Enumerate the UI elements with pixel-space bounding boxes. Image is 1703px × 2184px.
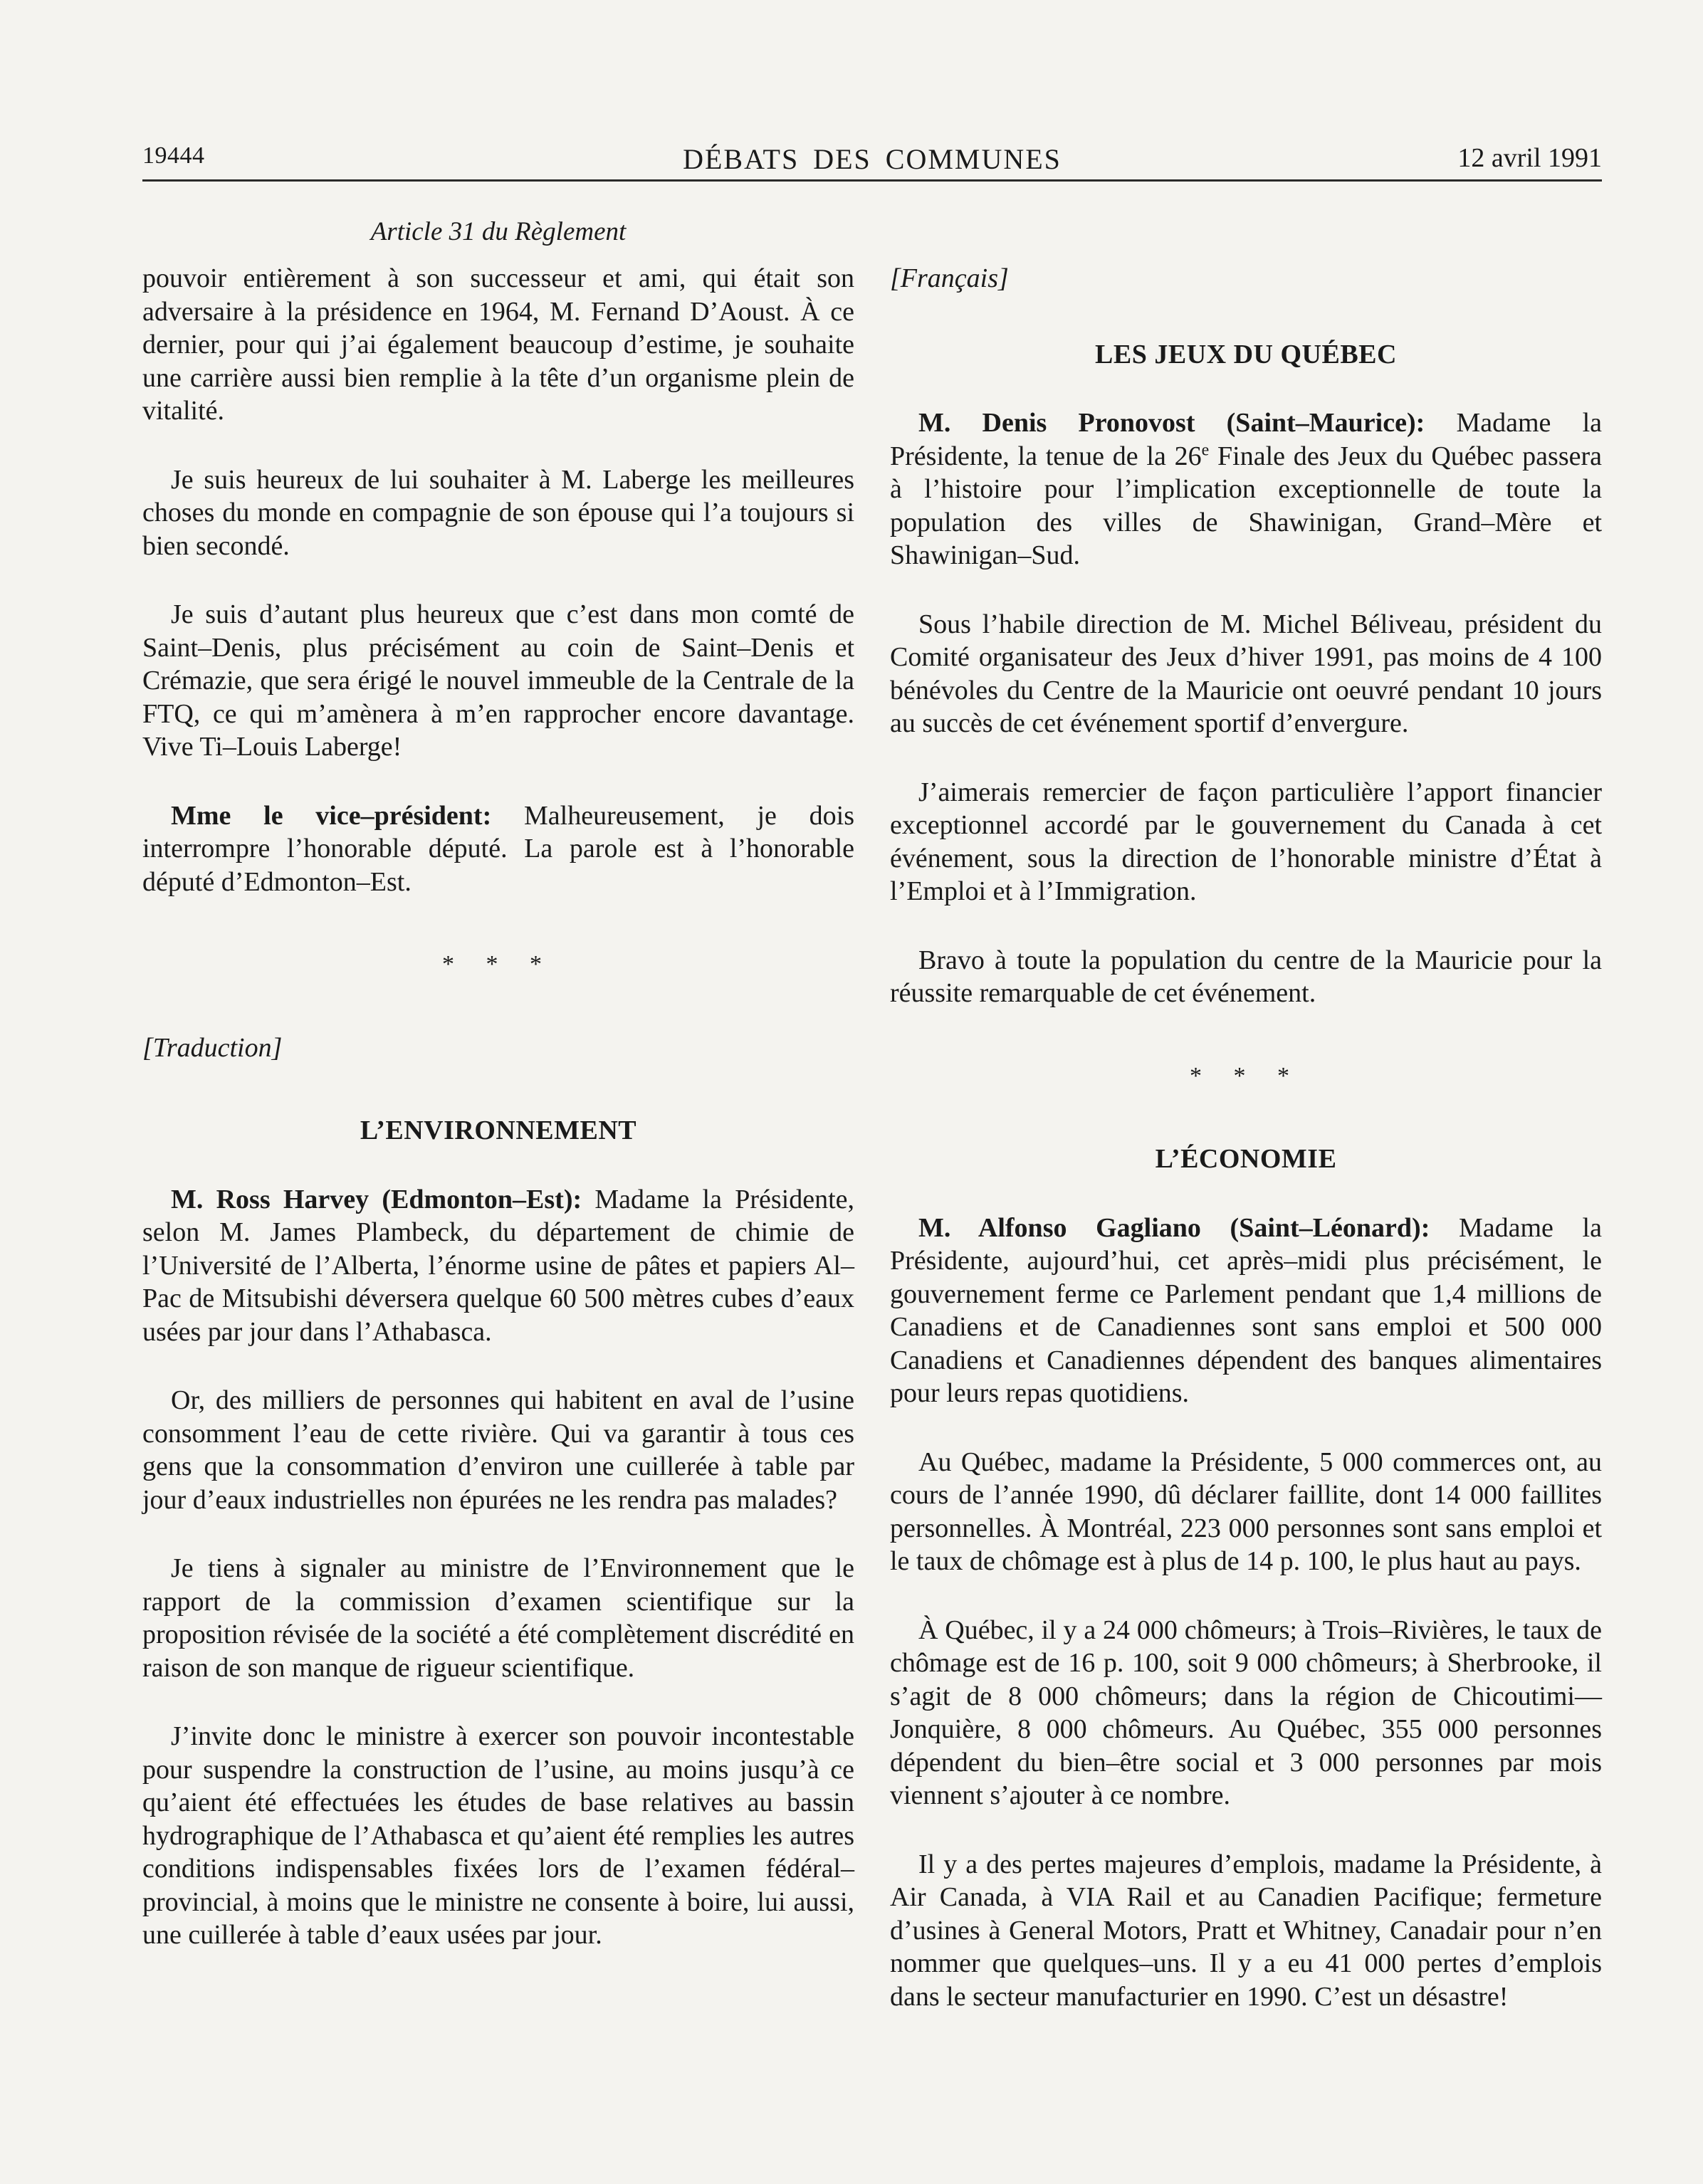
publication-title: DÉBATS DES COMMUNES xyxy=(683,143,1062,175)
speech-text: Madame la Présidente, la tenue de la 26 xyxy=(890,408,1602,471)
right-column xyxy=(890,262,1602,2049)
section-heading: LES JEUX DU QUÉBEC xyxy=(1095,339,1397,369)
paragraph: Au Québec, madame la Présidente, 5 000 commerces ont, au cours de l’année 1990, dû déclarer faillite, dont 14 000 faillites personnelles. À Montréal, 223 000 personnes sont sans emploi et le taux de chômage est à plus de 14 p. 100, le plus haut au pays. xyxy=(890,1447,1602,1576)
paragraph: Bravo à toute la population du centre de la Mauricie pour la réussite remarquable de cet événement. xyxy=(890,945,1602,1008)
paragraph: J’invite donc le ministre à exercer son pouvoir incontestable pour suspendre la construction de l’usine, au moins jusqu’à ce qu’aient été effectuées les études de base relatives au bassin hydrographique de l’Athabasca et qu’aient été remplies les autres conditions indispensables fixées lors de l’examen fédéral–provincial, à moins que le ministre ne consente à boire, lui aussi, une cuillerée à table d’eaux usées par jour. xyxy=(142,1721,854,1950)
speech-paragraph xyxy=(890,406,1602,572)
superscript: e xyxy=(1201,440,1210,459)
language-label: Traduction xyxy=(152,1032,272,1063)
paragraph: À Québec, il y a 24 000 chômeurs; à Trois–Rivières, le taux de chômage est de 16 p. 100, soit 9 000 chômeurs; à Sherbrooke, il s’agit de 8 000 chômeurs; dans la région de Chicoutimi—Jonquière, 8 000 chômeurs. Au Québec, 355 000 personnes dépendent du bien–être social et 3 000 personnes par mois viennent s’ajouter à ce nombre. xyxy=(890,1615,1602,1810)
section-heading: L’ENVIRONNEMENT xyxy=(360,1115,637,1145)
paragraph: Il y a des pertes majeures d’emplois, madame la Présidente, à Air Canada, à VIA Rail et au Canadien Pacifique; fermeture d’usines à General Motors, Pratt et Whitney, Canadair pour n’en nommer que quelques–uns. Il y a eu 41 000 pertes d’emplois dans le secteur manufacturier en 1990. C’est un désastre! xyxy=(890,1849,1602,2012)
bracket-close: ] xyxy=(998,263,1009,293)
paragraph: pouvoir entièrement à son successeur et ami, qui était son adversaire à la présidence en 1964, M. Fernand D’Aoust. À ce dernier, pour qui j’ai également beaucoup d’estime, je souhaite une carrière aussi bien remplie à la tête d’un organisme plein de vitalité. xyxy=(142,263,854,426)
section-separator: * * * xyxy=(442,951,555,977)
section-separator: * * * xyxy=(1190,1062,1302,1089)
language-marker xyxy=(890,262,1602,295)
speaker-name: M. Denis Pronovost (Saint–Maurice): xyxy=(918,408,1425,438)
language-label: Français xyxy=(900,263,999,293)
paragraph: Or, des milliers de personnes qui habitent en aval de l’usine consomment l’eau de cette rivière. Qui va garantir à tous ces gens que la consommation d’environ une cuillerée à table par jour d’eaux industrielles non épurées ne les rendra pas malades? xyxy=(142,1385,854,1515)
paragraph: Je suis heureux de lui souhaiter à M. Laberge les meilleures choses du monde en compagnie de son épouse qui l’a toujours si bien secondé. xyxy=(142,464,854,561)
section-heading: L’ÉCONOMIE xyxy=(1155,1144,1337,1174)
left-column xyxy=(142,262,854,1988)
page-number: 19444 xyxy=(142,142,205,169)
section-context: Article 31 du Règlement xyxy=(370,217,627,246)
speaker-name: M. Alfonso Gagliano (Saint–Léonard): xyxy=(918,1212,1430,1243)
paragraph: Je tiens à signaler au ministre de l’Environnement que le rapport de la commission d’examen scientifique sur la proposition révisée de la société a été complètement discrédité en raison de son manque de rigueur scientifique. xyxy=(142,1553,854,1683)
publication-date: 12 avril 1991 xyxy=(1457,143,1602,173)
paragraph: Je suis d’autant plus heureux que c’est dans mon comté de Saint–Denis, plus précisément au coin de Saint–Denis et Crémazie, que sera érigé le nouvel immeuble de la Centrale de la FTQ, ce qui m’amènera à m’en rapprocher encore davantage. Vive Ti–Louis Laberge! xyxy=(142,599,854,762)
speech-paragraph xyxy=(142,1183,854,1349)
language-marker xyxy=(142,1031,854,1065)
bracket-close: ] xyxy=(271,1032,283,1063)
speech-paragraph xyxy=(890,1212,1602,1410)
speech-text: Madame la Présidente, aujourd’hui, cet après–midi plus précisément, le gouvernement ferme ce Parlement pendant que 1,4 millions de Canadiens et de Canadiennes sont sans emploi et 500 000 Canadiens et Canadiennes dépendent des banques alimentaires pour leurs repas quotidiens. xyxy=(890,1212,1602,1408)
speaker-name: Mme le vice–président: xyxy=(171,800,492,831)
paragraph: J’aimerais remercier de façon particulière l’apport financier exceptionnel accordé par le gouvernement du Canada à cet événement, sous la direction de l’honorable ministre d’État à l’Emploi et à l’Immigration. xyxy=(890,777,1602,906)
speech-text: Finale des Jeux du Québec passera à l’histoire pour l’implication exceptionnelle de toute la population des villes de Shawinigan, Grand–Mère et Shawinigan–Sud. xyxy=(890,441,1602,570)
bracket-open: [ xyxy=(890,263,901,293)
speech-text: Madame la Présidente, selon M. James Plambeck, du département de chimie de l’Université de l’Alberta, l’énorme usine de pâtes et papiers Al–Pac de Mitsubishi déversera quelque 60 500 mètres cubes d’eaux usées par jour dans l’Athabasca. xyxy=(142,1184,854,1347)
speech-paragraph xyxy=(142,799,854,899)
running-header xyxy=(142,142,1602,182)
bracket-open: [ xyxy=(142,1032,153,1063)
paragraph: Sous l’habile direction de M. Michel Béliveau, président du Comité organisateur des Jeux d’hiver 1991, pas moins de 4 100 bénévoles du Centre de la Mauricie ont oeuvré pendant 10 jours au succès de cet événement sportif d’envergure. xyxy=(890,609,1602,738)
speaker-name: M. Ross Harvey (Edmonton–Est): xyxy=(171,1184,582,1214)
speech-text: Malheureusement, je dois interrompre l’honorable député. La parole est à l’honorable député d’Edmonton–Est. xyxy=(142,800,854,897)
